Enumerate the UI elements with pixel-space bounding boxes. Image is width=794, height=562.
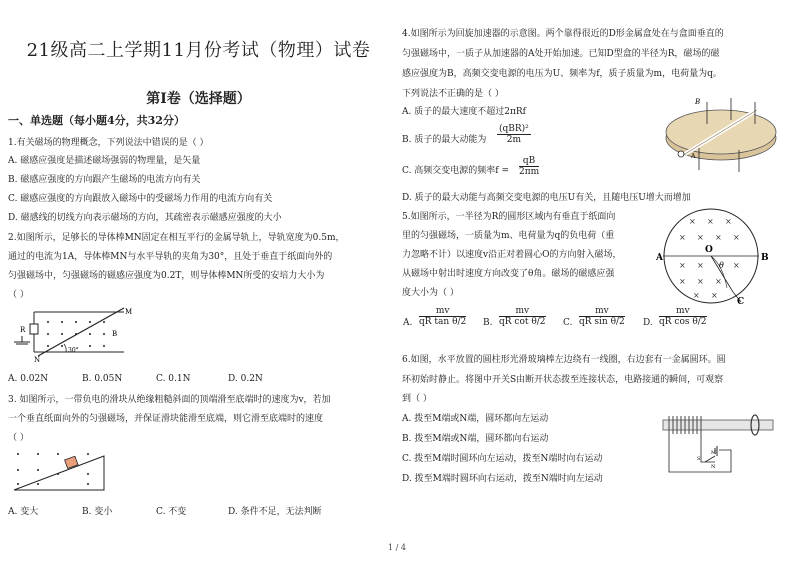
q5-circle-field-figure xyxy=(657,204,787,308)
q5-option-b-denominator: qR cot xyxy=(499,317,529,327)
q5-fig-label-b: B xyxy=(761,253,769,263)
q1-option-d: D. 磁感线的切线方向表示磁场的方向，其疏密表示磁感应强度的大小 xyxy=(8,213,282,223)
q5-fig-label-a: A xyxy=(656,253,663,263)
q5-option-c-label: C. xyxy=(563,318,573,328)
q4-option-c-denominator: 2πm xyxy=(519,167,540,177)
q6-option-c: C. 拨至M端时圆环向左运动，拨至N端时向右运动 xyxy=(402,454,603,464)
q4-stem-line-2: 匀强磁场中，一质子从加速器的A处开始加速。已知D型盒的半径为R，磁场的磁 xyxy=(402,49,720,59)
q3-stem-line-1: 3. 如图所示，一带负电的滑块从绝缘粗糙斜面的顶端滑至底端时的速度为v，若加 xyxy=(8,395,331,405)
q2-fig-label-n: N xyxy=(34,356,41,364)
q5-fig-label-o: O xyxy=(705,245,713,255)
svg-text:×: × xyxy=(733,233,740,242)
svg-text:×: × xyxy=(733,261,740,270)
q5-stem-line-1: 5.如图所示，一半径为R的圆形区域内有垂直于纸面向 xyxy=(402,212,616,222)
svg-text:×: × xyxy=(715,233,722,242)
section-title: 第Ⅰ卷（选择题） xyxy=(146,91,251,107)
q4-option-b-fraction xyxy=(497,124,531,145)
svg-text:×: × xyxy=(725,217,732,226)
q2-stem-line-1: 2.如图所示，足够长的导体棒MN固定在相互平行的金属导轨上，导轨宽度为0.5m， xyxy=(8,233,345,243)
q5-option-d-half-angle: θ/2 xyxy=(692,317,707,327)
q5-option-d-label: D. xyxy=(643,318,653,328)
q5-stem-line-3: 力忽略不计）以速度v沿正对着圆心O的方向射入磁场， xyxy=(402,250,622,260)
q4-cyclotron-figure xyxy=(659,96,785,174)
q6-fig-label-m: M xyxy=(711,450,717,456)
q5-option-d-numerator: mv xyxy=(659,306,707,317)
q4-stem-line-4: 下列说法不正确的是（ ） xyxy=(402,89,504,99)
svg-text:×: × xyxy=(697,261,704,270)
q6-stem-line-1: 6.如图，水平放置的圆柱形光滑玻璃棒左边绕有一线圈，右边套有一金属圆环。圆 xyxy=(402,355,726,365)
q5-option-a-denominator: qR tan xyxy=(419,317,450,327)
svg-text:×: × xyxy=(697,233,704,242)
svg-text:×: × xyxy=(689,217,696,226)
q5-option-b-half-angle: θ/2 xyxy=(531,317,546,327)
q5-fig-theta: θ xyxy=(719,261,724,270)
q3-option-a: A. 变大 xyxy=(8,507,39,517)
q2-stem-line-3: 匀强磁场中，匀强磁场的磁感应强度为0.2T，则导体棒MN所受的安培力大小为 xyxy=(8,271,325,281)
q5-option-a-label: A. xyxy=(403,318,413,328)
q6-option-b: B. 拨至M端或N端，圆环都向右运动 xyxy=(402,434,549,444)
q5-stem-line-5: 度大小为（ ） xyxy=(402,288,459,298)
svg-text:×: × xyxy=(679,261,686,270)
q6-fig-label-s: S xyxy=(697,456,701,462)
q5-option-a xyxy=(403,306,467,328)
q5-option-a-half-angle: θ/2 xyxy=(452,317,467,327)
q6-coil-figure xyxy=(659,408,785,488)
q3-incline-figure xyxy=(8,448,112,496)
q4-option-c-fraction xyxy=(519,156,539,177)
q4-fig-label-a: A xyxy=(691,153,696,160)
q1-stem: 1.有关磁场的物理概念，下列说法中错误的是（ ） xyxy=(8,138,209,148)
q1-option-a: A. 磁感应强度是描述磁场强弱的物理量，是矢量 xyxy=(8,156,201,166)
q2-option-c: C. 0.1N xyxy=(156,374,191,384)
q3-stem-line-2: 一个垂直纸面向外的匀强磁场，并保证滑块能滑至底端，则它滑至底端时的速度 xyxy=(8,414,324,424)
q4-stem-line-3: 感应强度为B，高频交变电源的电压为U、频率为f，质子质量为m，电荷量为q。 xyxy=(402,69,722,79)
q2-rail-figure xyxy=(6,306,132,364)
q1-option-c: C. 磁感应强度的方向跟放入磁场中的受磁场力作用的电流方向有关 xyxy=(8,194,273,204)
svg-text:×: × xyxy=(711,291,718,300)
q2-stem-line-4: （ ） xyxy=(8,290,29,300)
q5-option-c-numerator: mv xyxy=(579,306,625,317)
q4-option-b-denominator: 2m xyxy=(506,135,522,145)
q5-option-c-half-angle: θ/2 xyxy=(610,317,625,327)
q3-option-c: C. 不变 xyxy=(156,507,187,517)
q4-stem-line-1: 4.如图所示为回旋加速器的示意图。两个靠得很近的D形金属盒处在与盒面垂直的 xyxy=(402,29,724,39)
svg-text:×: × xyxy=(697,277,704,286)
q2-fig-label-m: M xyxy=(125,308,133,316)
q5-stem-line-4: 从磁场中射出时速度方向改变了θ角。磁场的磁感应强 xyxy=(402,269,615,279)
q6-option-a: A. 拨至M端或N端，圆环都向左运动 xyxy=(402,414,549,424)
q6-stem-line-3: 到（ ） xyxy=(402,394,432,404)
q4-option-b-prefix: B. 质子的最大动能为 xyxy=(402,135,487,145)
q5-fig-label-c: C xyxy=(737,297,745,307)
q5-option-c-denominator: qR sin xyxy=(579,317,608,327)
q2-stem-line-2: 通过的电流为1A，导体棒MN与水平导轨的夹角为30°，且处于垂直于纸面向外的 xyxy=(8,252,333,262)
q5-stem-line-2: 里的匀强磁场，一质量为m、电荷量为q的负电荷（重 xyxy=(402,231,615,241)
page-number: 1 / 4 xyxy=(388,543,406,552)
q5-option-b-numerator: mv xyxy=(499,306,546,317)
q2-fig-label-b: B xyxy=(112,330,118,338)
q5-option-c xyxy=(563,306,625,328)
q4-fig-label-b: B xyxy=(695,98,701,106)
svg-text:×: × xyxy=(693,291,700,300)
q2-fig-angle: 30° xyxy=(68,347,79,354)
q2-fig-label-r: R xyxy=(20,326,26,334)
q6-fig-label-n: N xyxy=(711,464,716,470)
q5-option-d xyxy=(643,306,707,328)
q4-option-c-prefix: C. 高频交变电源的频率f = xyxy=(402,166,510,176)
svg-text:×: × xyxy=(707,217,714,226)
q3-option-b: B. 变小 xyxy=(82,507,113,517)
subsection-title: 一、单选题（每小题4分，共32分） xyxy=(8,114,185,127)
q4-option-c-numerator: qB xyxy=(519,156,539,167)
q2-option-d: D. 0.2N xyxy=(228,374,263,384)
q6-option-d: D. 拨至M端时圆环向右运动，拨至N端时向左运动 xyxy=(402,474,603,484)
q4-option-a: A. 质子的最大速度不超过2πRf xyxy=(402,107,526,117)
svg-text:×: × xyxy=(679,233,686,242)
q3-stem-line-3: （ ） xyxy=(8,433,29,443)
q5-option-b-label: B. xyxy=(483,318,493,328)
q4-option-b-numerator: (qBR)² xyxy=(499,124,529,134)
q1-option-b: B. 磁感应强度的方向跟产生磁场的电流方向有关 xyxy=(8,175,201,185)
q6-stem-line-2: 环初始时静止。将图中开关S由断开状态拨至连接状态，电路接通的瞬间，可观察 xyxy=(402,375,724,385)
q4-option-d: D. 质子的最大动能与高频交变电源的电压U有关，且随电压U增大而增加 xyxy=(402,193,691,203)
q2-option-a: A. 0.02N xyxy=(8,374,49,384)
q5-option-a-numerator: mv xyxy=(419,306,466,317)
q2-option-b: B. 0.05N xyxy=(82,374,123,384)
q5-option-d-denominator: qR cos xyxy=(659,317,690,327)
q3-option-d: D. 条件不足，无法判断 xyxy=(228,507,322,517)
q5-option-b xyxy=(483,306,546,328)
svg-text:×: × xyxy=(715,277,722,286)
exam-title: 21级高二上学期11月份考试（物理）试卷 xyxy=(26,40,371,61)
svg-text:×: × xyxy=(679,277,686,286)
